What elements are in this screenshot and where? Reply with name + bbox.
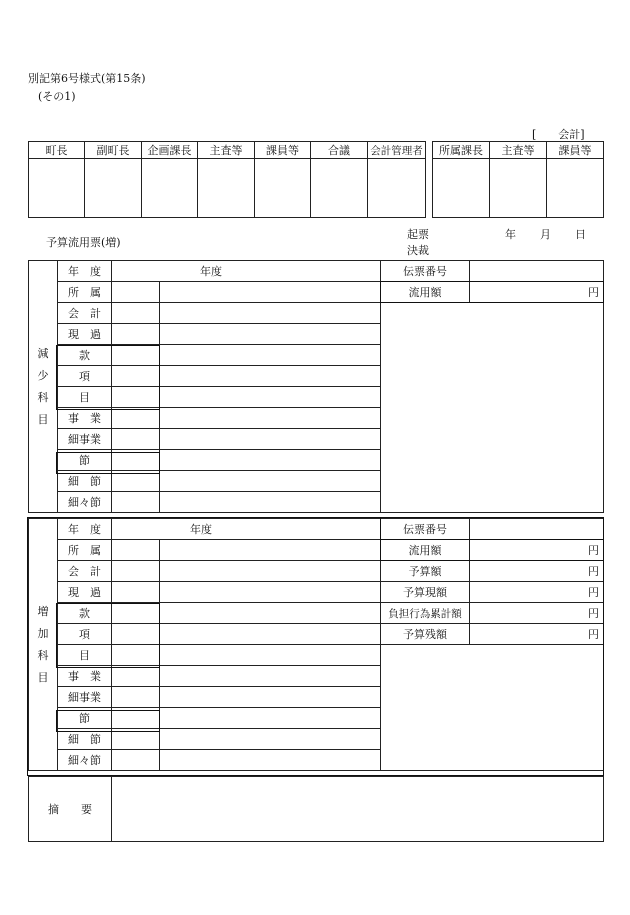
right-label: 流用額: [381, 282, 470, 303]
code-cell[interactable]: [112, 561, 160, 582]
row-label: 款: [58, 345, 112, 366]
row-label: 細 節: [58, 471, 112, 492]
voucher-number-field[interactable]: [470, 261, 604, 282]
name-cell[interactable]: [160, 561, 381, 582]
name-cell[interactable]: [160, 324, 381, 345]
row-label: 所 属: [58, 282, 112, 303]
row-label: 年 度: [58, 519, 112, 540]
seal-box[interactable]: [547, 159, 604, 218]
row-label: 会 計: [58, 303, 112, 324]
code-cell[interactable]: [112, 324, 160, 345]
name-cell[interactable]: [160, 429, 381, 450]
decrease-side-label: 減 少 科 目: [29, 261, 58, 513]
approval-table-left: [28, 141, 426, 218]
approval-header: 副町長: [85, 142, 142, 159]
name-cell[interactable]: [160, 645, 381, 666]
right-label: 予算現額: [381, 582, 470, 603]
name-cell[interactable]: [160, 366, 381, 387]
code-cell[interactable]: [112, 750, 160, 771]
blank-area: [381, 645, 604, 771]
row-label: 節: [58, 708, 112, 729]
name-cell[interactable]: [160, 687, 381, 708]
account-label: [ 会計]: [532, 128, 585, 141]
code-cell[interactable]: [112, 492, 160, 513]
code-cell[interactable]: [112, 687, 160, 708]
form-subtitle: (その1): [38, 90, 76, 103]
row-label: 事 業: [58, 666, 112, 687]
row-label: 細々節: [58, 750, 112, 771]
month-label: 月: [540, 228, 551, 241]
day-label: 日: [575, 228, 586, 241]
approval-header: 町長: [29, 142, 85, 159]
right-label: 流用額: [381, 540, 470, 561]
approval-header: 主査等: [198, 142, 255, 159]
increase-table: [28, 518, 604, 771]
seal-box[interactable]: [85, 159, 142, 218]
seal-box[interactable]: [433, 159, 490, 218]
transfer-amount-field[interactable]: 円: [470, 282, 604, 303]
seal-box[interactable]: [368, 159, 426, 218]
code-cell[interactable]: [112, 582, 160, 603]
code-cell[interactable]: [112, 471, 160, 492]
name-cell[interactable]: [160, 666, 381, 687]
transfer-amount-field[interactable]: 円: [470, 540, 604, 561]
seal-box[interactable]: [490, 159, 547, 218]
name-cell[interactable]: [160, 492, 381, 513]
row-label: 年 度: [58, 261, 112, 282]
name-cell[interactable]: [160, 303, 381, 324]
form-title: 別記第6号様式(第15条): [28, 72, 146, 85]
approval-header: 課員等: [255, 142, 311, 159]
name-cell[interactable]: [160, 450, 381, 471]
code-cell[interactable]: [112, 429, 160, 450]
name-cell[interactable]: [160, 471, 381, 492]
row-label: 細 節: [58, 729, 112, 750]
row-label: 現 過: [58, 324, 112, 345]
code-cell[interactable]: [112, 366, 160, 387]
nendo-cell[interactable]: 年度: [112, 261, 381, 282]
row-label: 目: [58, 645, 112, 666]
row-label: 項: [58, 624, 112, 645]
row-label: 項: [58, 366, 112, 387]
row-label: 事 業: [58, 408, 112, 429]
name-cell[interactable]: [160, 345, 381, 366]
right-label: 伝票番号: [381, 261, 470, 282]
seal-box[interactable]: [311, 159, 368, 218]
code-cell[interactable]: [112, 603, 160, 624]
seal-box[interactable]: [29, 159, 85, 218]
approval-header: 所属課長: [433, 142, 490, 159]
voucher-number-field[interactable]: [470, 519, 604, 540]
code-cell[interactable]: [112, 666, 160, 687]
budget-balance-field[interactable]: 円: [470, 624, 604, 645]
code-cell[interactable]: [112, 540, 160, 561]
document-title: 予算流用票(増): [46, 236, 121, 249]
code-cell[interactable]: [112, 387, 160, 408]
name-cell[interactable]: [160, 408, 381, 429]
kihyo-label: 起票: [407, 228, 429, 241]
code-cell[interactable]: [112, 645, 160, 666]
decrease-table: [28, 260, 604, 513]
row-label: 目: [58, 387, 112, 408]
kessai-label: 決裁: [407, 244, 429, 257]
name-cell[interactable]: [160, 582, 381, 603]
row-label: 会 計: [58, 561, 112, 582]
approval-table-right: [432, 141, 604, 218]
row-label: 節: [58, 450, 112, 471]
commitment-total-field[interactable]: 円: [470, 603, 604, 624]
code-cell[interactable]: [112, 450, 160, 471]
code-cell[interactable]: [112, 729, 160, 750]
name-cell[interactable]: [160, 708, 381, 729]
code-cell[interactable]: [112, 624, 160, 645]
code-cell[interactable]: [112, 708, 160, 729]
name-cell[interactable]: [160, 729, 381, 750]
row-label: 細事業: [58, 687, 112, 708]
approval-header: 合議: [311, 142, 368, 159]
right-label: 予算額: [381, 561, 470, 582]
name-cell[interactable]: [160, 624, 381, 645]
row-label: 現 過: [58, 582, 112, 603]
row-label: 款: [58, 603, 112, 624]
code-cell[interactable]: [112, 345, 160, 366]
nendo-cell[interactable]: 年度: [112, 519, 381, 540]
name-cell[interactable]: [160, 603, 381, 624]
current-budget-field[interactable]: 円: [470, 582, 604, 603]
row-label: 細事業: [58, 429, 112, 450]
year-label: 年: [505, 228, 516, 241]
seal-box[interactable]: [198, 159, 255, 218]
code-cell[interactable]: [112, 303, 160, 324]
code-cell[interactable]: [112, 408, 160, 429]
seal-box[interactable]: [142, 159, 198, 218]
summary-table: [28, 776, 604, 842]
blank-area: [381, 303, 604, 513]
approval-header: 主査等: [490, 142, 547, 159]
right-label: 負担行為累計額: [381, 603, 470, 624]
summary-field[interactable]: [112, 777, 604, 842]
right-label: 予算残額: [381, 624, 470, 645]
right-label: 伝票番号: [381, 519, 470, 540]
name-cell[interactable]: [160, 540, 381, 561]
name-cell[interactable]: [160, 282, 381, 303]
name-cell[interactable]: [160, 750, 381, 771]
row-label: 所 属: [58, 540, 112, 561]
approval-header: 企画課長: [142, 142, 198, 159]
name-cell[interactable]: [160, 387, 381, 408]
summary-label: 摘 要: [29, 777, 112, 842]
budget-amount-field[interactable]: 円: [470, 561, 604, 582]
approval-header: 課員等: [547, 142, 604, 159]
code-cell[interactable]: [112, 282, 160, 303]
approval-header: 会計管理者: [368, 142, 426, 159]
row-label: 細々節: [58, 492, 112, 513]
seal-box[interactable]: [255, 159, 311, 218]
increase-side-label: 増 加 科 目: [29, 519, 58, 771]
